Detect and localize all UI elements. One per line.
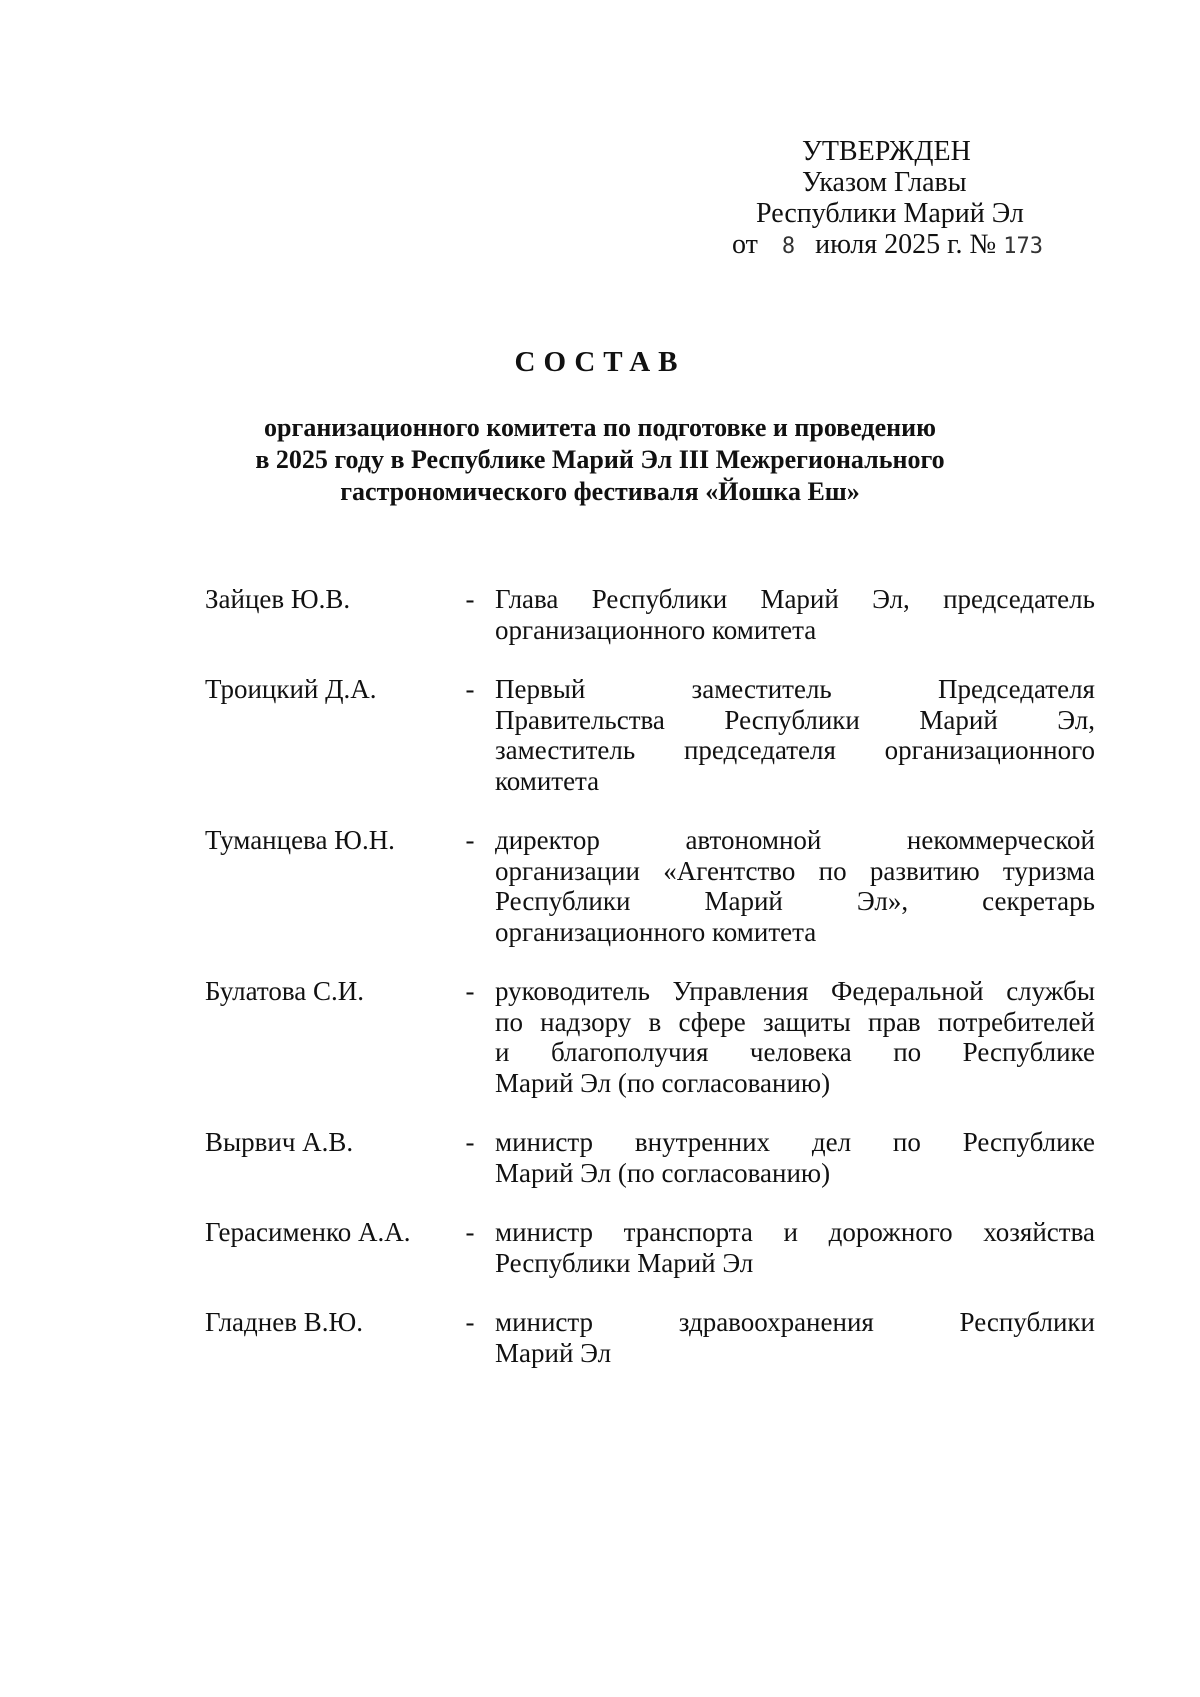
approval-decree: Указом Главы	[802, 167, 967, 198]
role-word: Республики	[495, 886, 631, 916]
role-line: Марий Эл	[495, 1337, 612, 1368]
role-word: некоммерческой	[906, 825, 1095, 855]
role-word: по	[892, 1127, 921, 1157]
role-line: организационного комитета	[495, 614, 817, 645]
role-word: «Агентство	[663, 855, 796, 886]
member-row	[205, 584, 1105, 645]
approval-republic: Республики Марий Эл	[756, 198, 1024, 229]
member-dash: -	[465, 1217, 475, 1247]
member-role	[495, 1127, 1095, 1188]
role-word: организации	[495, 855, 640, 886]
role-word: секретарь	[982, 886, 1095, 916]
role-word: Республики	[724, 704, 860, 735]
role-line	[495, 976, 1095, 1007]
role-word: благополучия	[550, 1037, 709, 1067]
member-role	[495, 825, 1095, 947]
role-word: туризма	[1002, 855, 1095, 886]
role-word: Марий	[760, 584, 839, 614]
role-line	[495, 735, 1095, 766]
role-word: развитию	[869, 855, 980, 886]
role-word: заместитель	[691, 674, 832, 704]
member-role	[495, 674, 1095, 796]
role-word: сфере	[678, 1006, 746, 1037]
role-word: дел	[811, 1127, 852, 1157]
role-line	[495, 1127, 1095, 1158]
member-dash: -	[465, 674, 475, 704]
role-word: директор	[495, 825, 600, 855]
role-line: Республики Марий Эл	[495, 1247, 754, 1278]
member-dash: -	[465, 976, 475, 1006]
member-dash: -	[465, 1127, 475, 1157]
role-word: заместитель	[495, 735, 636, 765]
member-name: Гладнев В.Ю.	[205, 1307, 363, 1337]
role-word: Республики	[591, 584, 728, 614]
member-role	[495, 1217, 1095, 1278]
role-word: Республике	[962, 1127, 1095, 1157]
approval-from: от	[732, 229, 758, 260]
role-word: и	[783, 1217, 798, 1247]
role-line	[495, 705, 1095, 736]
role-line	[495, 886, 1095, 917]
role-line	[495, 1217, 1095, 1248]
document-subheading	[200, 412, 1000, 508]
role-word: надзору	[540, 1006, 632, 1037]
member-row	[205, 1217, 1105, 1278]
role-word: службы	[1006, 976, 1095, 1006]
member-row	[205, 976, 1105, 1098]
document-heading: СОСТАВ	[514, 346, 686, 378]
role-line	[495, 1007, 1095, 1038]
approval-title: УТВЕРЖДЕН	[802, 136, 971, 167]
role-word: и	[495, 1037, 510, 1067]
role-word: Председателя	[937, 674, 1095, 704]
role-word: здравоохранения	[678, 1307, 874, 1337]
role-word: Первый	[495, 674, 586, 704]
member-dash: -	[465, 825, 475, 855]
role-word: по	[818, 855, 847, 886]
approval-date-line	[720, 229, 1100, 262]
role-word: Федеральной	[831, 976, 984, 1006]
member-row	[205, 1307, 1105, 1368]
role-word: председателя	[683, 735, 836, 765]
role-line	[495, 856, 1095, 887]
member-row	[205, 825, 1105, 947]
approval-number: 173	[1003, 234, 1043, 259]
member-role	[495, 976, 1095, 1098]
role-word: по	[893, 1037, 922, 1067]
role-word: Республике	[962, 1037, 1095, 1067]
approval-month-year: июля 2025 г. №	[815, 229, 997, 260]
member-name: Булатова С.И.	[205, 976, 364, 1006]
role-line: комитета	[495, 765, 600, 796]
role-word: Эл»,	[856, 886, 909, 916]
members-list	[205, 584, 1105, 1397]
role-word: транспорта	[623, 1217, 753, 1247]
role-line	[495, 584, 1095, 615]
role-word: Марий	[704, 886, 783, 916]
role-word: Республики	[959, 1307, 1095, 1337]
role-word: председатель	[943, 584, 1095, 614]
role-word: Управления	[672, 976, 809, 1006]
role-line: Марий Эл (по согласованию)	[495, 1067, 831, 1098]
member-dash: -	[465, 1307, 475, 1337]
role-word: человека	[749, 1037, 852, 1067]
role-word: руководитель	[495, 976, 650, 1006]
role-word: Марий	[919, 704, 998, 735]
role-word: по	[495, 1006, 523, 1037]
subheading-line: в 2025 году в Республике Марий Эл III Межрегионального	[255, 445, 945, 474]
role-word: Глава	[495, 584, 559, 614]
role-word: защиты	[762, 1006, 851, 1037]
role-word: в	[648, 1006, 662, 1037]
role-word: дорожного	[828, 1217, 953, 1247]
role-word: прав	[868, 1006, 921, 1037]
role-word: Эл,	[1057, 704, 1095, 735]
member-role	[495, 584, 1095, 645]
member-row	[205, 1127, 1105, 1188]
member-name: Троицкий Д.А.	[205, 674, 377, 704]
member-dash: -	[465, 584, 475, 614]
member-name: Зайцев Ю.В.	[205, 584, 351, 614]
role-word: министр	[495, 1127, 594, 1157]
role-word: министр	[495, 1307, 594, 1337]
member-role	[495, 1307, 1095, 1368]
role-line	[495, 825, 1095, 856]
member-row	[205, 674, 1105, 796]
role-word: внутренних	[634, 1127, 771, 1157]
subheading-line: гастрономического фестиваля «Йошка Еш»	[340, 477, 860, 506]
role-word: министр	[495, 1217, 594, 1247]
role-word: автономной	[685, 825, 822, 855]
subheading-line: организационного комитета по подготовке и проведению	[264, 413, 936, 442]
role-word: Правительства	[495, 704, 665, 735]
role-word: организационного	[884, 735, 1095, 765]
member-name: Туманцева Ю.Н.	[205, 825, 395, 855]
role-line	[495, 1037, 1095, 1068]
approval-day: 8	[781, 234, 796, 259]
role-line: организационного комитета	[495, 916, 817, 947]
member-name: Герасименко А.А.	[205, 1217, 411, 1247]
approval-block	[720, 136, 1100, 262]
member-name: Вырвич А.В.	[205, 1127, 354, 1157]
role-word: хозяйства	[983, 1217, 1095, 1247]
role-line: Марий Эл (по согласованию)	[495, 1157, 831, 1188]
role-line	[495, 674, 1095, 705]
role-line	[495, 1307, 1095, 1338]
role-word: Эл,	[872, 584, 910, 614]
role-word: потребителей	[937, 1006, 1095, 1037]
